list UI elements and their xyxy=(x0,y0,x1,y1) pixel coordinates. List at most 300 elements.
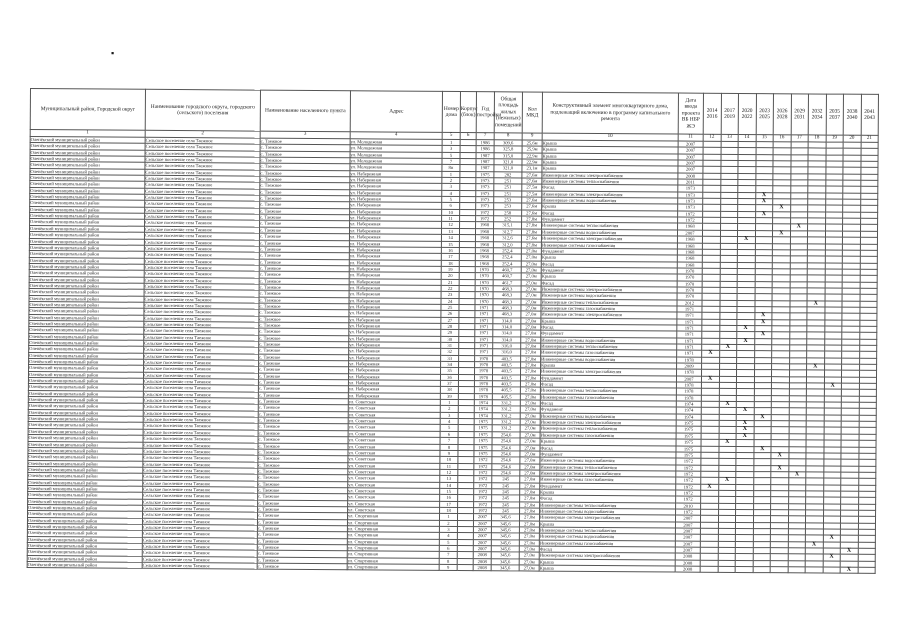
cell-locality: с. Таежное xyxy=(258,500,348,507)
cell-element: Инженерные системы газоснабжения xyxy=(539,540,675,547)
cell-settlement: Сельское поселение села Таежное xyxy=(145,213,260,220)
cell-address: ул. Спортивная xyxy=(347,538,439,545)
period-mark-cell: X xyxy=(753,446,771,452)
cell-settlement: Сельское поселение села Таежное xyxy=(144,328,259,335)
cell-house: 6 xyxy=(442,203,460,209)
cell-house: 30 xyxy=(441,336,459,342)
cell-house: 19 xyxy=(441,266,459,272)
cell-year: 1974 xyxy=(474,406,492,412)
cell-district: Оленёкский муниципальный район xyxy=(28,416,143,423)
cell-settlement: Сельское поселение села Таежное xyxy=(144,366,259,373)
cell-locality: с. Таежное xyxy=(258,386,348,393)
cell-date: 1971 xyxy=(677,350,702,357)
cell-locality: с. Таежное xyxy=(258,436,348,443)
cell-date: 1973 xyxy=(678,185,703,192)
cell-settlement: Сельское поселение села Таежное xyxy=(145,182,260,189)
cell-element: Инженерные системы газоснабжения xyxy=(541,305,677,312)
cell-kmkd: 27,0м xyxy=(520,463,540,469)
cell-settlement: Сельское поселение села Таежное xyxy=(143,429,258,436)
period-mark-cell: X xyxy=(807,364,825,370)
cell-district: Оленёкский муниципальный район xyxy=(29,333,144,340)
cell-locality: с. Таежное xyxy=(259,252,349,259)
cell-area: 245 xyxy=(492,508,520,515)
cell-kmkd: 27,0м xyxy=(521,362,541,368)
cell-element: Инженерные системы теплоснабжения xyxy=(542,178,678,185)
column-number: 8 xyxy=(494,133,522,140)
cell-kmkd: 27,0м xyxy=(521,318,541,324)
cell-date: 1972 xyxy=(678,217,703,224)
cell-address: ул. Набережная xyxy=(349,367,441,374)
cell-address: ул. Советская xyxy=(348,462,440,469)
cell-locality: с. Таежное xyxy=(260,221,350,228)
period-mark-cell: X xyxy=(737,237,755,243)
cell-area: 245 xyxy=(492,489,520,496)
cell-kmkd: 27,0м xyxy=(521,299,541,305)
cell-address: ул. Советская xyxy=(348,475,440,482)
cell-settlement: Сельское поселение села Таежное xyxy=(144,232,259,239)
cell-element: Фасад xyxy=(542,184,678,191)
cell-district: Оленёкский муниципальный район xyxy=(27,542,142,549)
period-mark-cell xyxy=(735,566,753,572)
cell-element: Инженерные системы электроснабжения xyxy=(542,191,678,198)
cell-address: ул. Набережная xyxy=(350,177,442,184)
cell-area: 331,2 xyxy=(492,400,520,407)
cell-district: Оленёкский муниципальный район xyxy=(30,168,145,175)
cell-locality: с. Таежное xyxy=(259,271,349,278)
column-header: 2035 2037 xyxy=(826,94,844,135)
cell-kmkd: 27,0м xyxy=(521,267,541,273)
cell-locality: с. Таежное xyxy=(260,163,350,170)
cell-settlement: Сельское поселение села Таежное xyxy=(144,296,259,303)
cell-kmkd: 27,0м xyxy=(520,502,540,508)
column-number: 1 xyxy=(30,130,145,138)
cell-settlement: Сельское поселение села Таежное xyxy=(144,290,259,297)
cell-kmkd: 27,0м xyxy=(520,400,540,406)
cell-locality: с. Таежное xyxy=(258,449,348,456)
period-mark-cell xyxy=(858,567,876,573)
cell-district: Оленёкский муниципальный район xyxy=(29,276,144,283)
cell-district: Оленёкский муниципальный район xyxy=(29,225,144,232)
period-mark-cell xyxy=(805,567,823,573)
cell-district: Оленёкский муниципальный район xyxy=(27,555,142,562)
cell-address: ул. Набережная xyxy=(349,316,441,323)
period-mark-cell: X xyxy=(788,472,806,478)
cell-district: Оленёкский муниципальный район xyxy=(28,371,143,378)
cell-house: 5 xyxy=(440,425,458,431)
cell-year: 2007 xyxy=(473,514,491,520)
cell-address: ул. Советская xyxy=(348,507,440,514)
cell-house: 8н xyxy=(442,165,460,171)
cell-house: 10 xyxy=(440,457,458,463)
cell-address: ул. Советская xyxy=(348,405,440,412)
period-mark-cell: X xyxy=(718,478,736,484)
cell-element: Инженерные системы водоснабжения xyxy=(540,457,676,464)
cell-area: 331,2 xyxy=(492,406,520,413)
cell-house: 3 xyxy=(442,146,460,152)
cell-settlement: Сельское поселение села Таежное xyxy=(145,175,260,182)
cell-address: ул. Спортивная xyxy=(347,545,439,552)
cell-settlement: Сельское поселение села Таежное xyxy=(143,397,258,404)
cell-locality: с. Таежное xyxy=(258,398,348,405)
cell-house: 39 xyxy=(440,393,458,399)
cell-address: ул. Набережная xyxy=(349,304,441,311)
cell-kmkd: 27,0м xyxy=(521,305,541,311)
cell-element: Фундамент xyxy=(540,407,676,414)
cell-address: ул. Набережная xyxy=(349,272,441,279)
cell-year: 2007 xyxy=(473,546,491,552)
cell-house: 5 xyxy=(439,539,457,545)
column-header: 2014 2016 xyxy=(703,93,721,134)
cell-date: 2008 xyxy=(675,560,700,567)
cell-district: Оленёкский муниципальный район xyxy=(28,435,143,442)
cell-locality: с. Таежное xyxy=(257,531,347,538)
cell-kmkd: 27,0м xyxy=(519,546,539,552)
cell-house: 34 xyxy=(441,361,459,367)
cell-address: ул. Советская xyxy=(348,456,440,463)
cell-house: 13 xyxy=(440,476,458,482)
cell-settlement: Сельское поселение села Таежное xyxy=(144,359,259,366)
cell-settlement: Сельское поселение села Таежное xyxy=(142,537,257,544)
cell-date: 1978 xyxy=(676,382,701,389)
cell-locality: с. Таежное xyxy=(258,373,348,380)
cell-element: Фасад xyxy=(542,210,678,217)
cell-house: 27 xyxy=(441,317,459,323)
cell-house: 17 xyxy=(440,501,458,507)
cell-house: 16 xyxy=(440,495,458,501)
cell-date: 2008 xyxy=(675,553,700,560)
cell-kmkd: 27,0м xyxy=(520,413,540,419)
cell-house: 28 xyxy=(441,323,459,329)
scan-mark: ▪ xyxy=(111,48,115,58)
cell-locality: с. Таежное xyxy=(259,354,349,361)
cell-area: 314,0 xyxy=(493,317,521,324)
column-number: 15 xyxy=(756,135,774,142)
cell-district: Оленёкский муниципальный район xyxy=(29,289,144,296)
cell-element: Инженерные системы теплоснабжения xyxy=(540,387,676,394)
cell-district: Оленёкский муниципальный район xyxy=(28,454,143,461)
cell-year: 1973 xyxy=(476,178,494,184)
cell-element: Крыша xyxy=(542,159,678,166)
cell-kmkd: 23,1м xyxy=(522,165,542,171)
cell-element: Крыша xyxy=(539,565,675,572)
cell-address: ул. Советская xyxy=(348,431,440,438)
cell-district: Оленёкский муниципальный район xyxy=(28,422,143,429)
cell-district: Оленёкский муниципальный район xyxy=(28,460,143,467)
cell-element: Фасад xyxy=(541,324,677,331)
cell-district: Оленёкский муниципальный район xyxy=(29,251,144,258)
cell-locality: с. Таежное xyxy=(260,183,350,190)
cell-year: 1972 xyxy=(474,489,492,495)
column-number: 12 xyxy=(703,134,721,141)
cell-area: 312,7 xyxy=(493,229,521,236)
cell-year: 1978 xyxy=(475,355,493,361)
cell-address: ул. Набережная xyxy=(348,392,440,399)
cell-date: 1972 xyxy=(676,484,701,491)
cell-element: Крыша xyxy=(539,559,675,566)
cell-house: 2 xyxy=(439,520,457,526)
cell-kmkd: 27,0м xyxy=(520,508,540,514)
cell-district: Оленёкский муниципальный район xyxy=(30,143,145,150)
cell-address: ул. Набережная xyxy=(348,380,440,387)
cell-address: ул. Набережная xyxy=(349,361,441,368)
cell-year: 1973 xyxy=(476,190,494,196)
cell-year: 1971 xyxy=(475,343,493,349)
cell-settlement: Сельское поселение села Таежное xyxy=(144,347,259,354)
cell-year: 1971 xyxy=(475,336,493,342)
cell-kmkd: 27,0м xyxy=(521,273,541,279)
cell-address: ул. Молодежная xyxy=(350,158,442,165)
cell-locality: с. Таежное xyxy=(260,144,350,151)
cell-area: 403,5 xyxy=(492,374,520,381)
cell-house: 36 xyxy=(440,374,458,380)
cell-date: 2007 xyxy=(677,230,702,237)
cell-district: Оленёкский муниципальный район xyxy=(27,523,142,530)
period-mark-cell: X xyxy=(840,548,858,554)
cell-year: 1971 xyxy=(475,311,493,317)
cell-house: 14 xyxy=(440,482,458,488)
cell-locality: с. Таежное xyxy=(259,360,349,367)
cell-area: 254,6 xyxy=(492,457,520,464)
cell-kmkd: 27,0м xyxy=(520,419,540,425)
cell-kmkd: 27,0м xyxy=(520,495,540,501)
cell-date: 1978 xyxy=(676,395,701,402)
cell-locality: с. Таежное xyxy=(259,290,349,297)
cell-date: 1970 xyxy=(677,274,702,281)
cell-settlement: Сельское поселение села Таежное xyxy=(144,271,259,278)
cell-settlement: Сельское поселение села Таежное xyxy=(143,454,258,461)
cell-settlement: Сельское поселение села Таежное xyxy=(144,283,259,290)
cell-area: 345,6 xyxy=(491,552,519,559)
cell-year: 1972 xyxy=(474,508,492,514)
cell-date: 1972 xyxy=(676,477,701,484)
cell-area: 254,6 xyxy=(492,432,520,439)
cell-date: 1968 xyxy=(677,236,702,243)
cell-address: ул. Набережная xyxy=(349,297,441,304)
cell-settlement: Сельское поселение села Таежное xyxy=(142,550,257,557)
cell-house: 6 xyxy=(439,545,457,551)
cell-area: 345,6 xyxy=(491,558,519,565)
cell-year: 2008 xyxy=(473,558,491,564)
table-body xyxy=(27,137,878,574)
cell-kmkd: 27,0м xyxy=(520,432,540,438)
cell-year: 1971 xyxy=(475,317,493,323)
cell-area: 252,4 xyxy=(493,260,521,267)
period-mark-cell: X xyxy=(754,319,772,325)
period-mark-cell: X xyxy=(755,199,773,205)
column-number: 16 xyxy=(773,135,791,142)
cell-settlement: Сельское поселение села Таежное xyxy=(144,321,259,328)
cell-house: 6 xyxy=(440,431,458,437)
cell-settlement: Сельское поселение села Таежное xyxy=(142,543,257,550)
cell-settlement: Сельское поселение села Таежное xyxy=(143,410,258,417)
cell-settlement: Сельское поселение села Таежное xyxy=(144,277,259,284)
cell-settlement: Сельское поселение села Таежное xyxy=(144,239,259,246)
cell-house: 32 xyxy=(441,349,459,355)
cell-date: 1978 xyxy=(676,388,701,395)
cell-year: 1972 xyxy=(474,495,492,501)
cell-year: 1978 xyxy=(474,374,492,380)
cell-district: Оленёкский муниципальный район xyxy=(28,466,143,473)
cell-district: Оленёкский муниципальный район xyxy=(28,378,143,385)
cell-house: 11 xyxy=(440,463,458,469)
cell-date: 2012 xyxy=(677,300,702,307)
cell-area: 331,2 xyxy=(492,425,520,432)
cell-date: 1974 xyxy=(676,414,701,421)
cell-area: 405,5 xyxy=(492,387,520,394)
cell-kmkd: 27,8м xyxy=(522,222,542,228)
cell-area: 345,6 xyxy=(491,546,519,553)
cell-locality: с. Таежное xyxy=(260,214,350,221)
cell-locality: с. Таежное xyxy=(260,189,350,196)
cell-district: Оленёкский муниципальный район xyxy=(28,511,143,518)
cell-house: 5 xyxy=(442,196,460,202)
cell-area: 331,2 xyxy=(492,413,520,420)
cell-year: 1987 xyxy=(476,159,494,165)
cell-locality: с. Таежное xyxy=(257,519,347,526)
cell-house: 3 xyxy=(442,184,460,190)
column-number: 10 xyxy=(542,133,678,141)
cell-district: Оленёкский муниципальный район xyxy=(30,200,145,207)
cell-address: ул. Набережная xyxy=(349,259,441,266)
cell-locality: с. Таежное xyxy=(259,246,349,253)
cell-year: 2007 xyxy=(473,539,491,545)
cell-settlement: Сельское поселение села Таежное xyxy=(145,169,260,176)
cell-district: Оленёкский муниципальный район xyxy=(29,365,144,372)
cell-settlement: Сельское поселение села Таежное xyxy=(145,150,260,157)
cell-settlement: Сельское поселение села Таежное xyxy=(142,556,257,563)
cell-date: 1972 xyxy=(676,458,701,465)
period-mark-cell: X xyxy=(754,332,772,338)
cell-district: Оленёкский муниципальный район xyxy=(30,149,145,156)
cell-settlement: Сельское поселение села Таежное xyxy=(144,315,259,322)
cell-address: ул. Спортивная xyxy=(347,526,439,533)
period-mark-cell: X xyxy=(772,230,790,236)
cell-settlement: Сельское поселение села Таежное xyxy=(143,486,258,493)
cell-element: Инженерные системы газоснабжения xyxy=(540,476,676,483)
cell-element: Инженерные системы электроснабжения xyxy=(540,470,676,477)
cell-settlement: Сельское поселение села Таежное xyxy=(143,512,258,519)
cell-address: ул. Набережная xyxy=(349,291,441,298)
cell-kmkd: 27,0м xyxy=(520,489,540,495)
cell-district: Оленёкский муниципальный район xyxy=(27,517,142,524)
cell-settlement: Сельское поселение села Таежное xyxy=(143,416,258,423)
cell-year: 1972 xyxy=(476,209,494,215)
cell-address: ул. Набережная xyxy=(349,285,441,292)
period-mark-cell: X xyxy=(771,453,789,459)
cell-date: 1978 xyxy=(677,369,702,376)
cell-year: 1968 xyxy=(476,222,494,228)
cell-date: 1972 xyxy=(676,496,701,503)
cell-district: Оленёкский муниципальный район xyxy=(28,473,143,480)
cell-kmkd: 27,0м xyxy=(521,343,541,349)
cell-year: 1973 xyxy=(476,203,494,209)
column-header: Номер дома xyxy=(442,91,460,132)
column-number: 4 xyxy=(350,132,442,140)
cell-house: 1 xyxy=(442,139,460,145)
cell-locality: с. Таежное xyxy=(260,202,350,209)
cell-area: 316,0 xyxy=(493,343,521,350)
cell-kmkd: 27,0м xyxy=(520,425,540,431)
cell-kmkd: 27,6м xyxy=(521,235,541,241)
cell-year: 1971 xyxy=(475,305,493,311)
cell-date: 1971 xyxy=(677,319,702,326)
cell-settlement: Сельское поселение села Таежное xyxy=(144,302,259,309)
cell-settlement: Сельское поселение села Таежное xyxy=(145,156,260,163)
cell-kmkd: 27,0м xyxy=(521,337,541,343)
cell-house: 31 xyxy=(441,342,459,348)
cell-date: 1970 xyxy=(677,268,702,275)
cell-locality: с. Таежное xyxy=(258,493,348,500)
cell-area: 251 xyxy=(494,184,522,191)
period-mark-cell: X xyxy=(701,376,719,382)
cell-kmkd: 27,6м xyxy=(522,203,542,209)
cell-settlement: Сельское поселение села Таежное xyxy=(144,258,259,265)
cell-district: Оленёкский муниципальный район xyxy=(29,314,144,321)
cell-locality: с. Таежное xyxy=(258,430,348,437)
cell-locality: с. Таежное xyxy=(258,481,348,488)
cell-kmkd: 27,0м xyxy=(520,438,540,444)
cell-year: 1974 xyxy=(474,412,492,418)
cell-year: 1975 xyxy=(474,444,492,450)
cell-locality: с. Таежное xyxy=(260,151,350,158)
cell-date: 2007 xyxy=(675,547,700,554)
cell-year: 1978 xyxy=(474,387,492,393)
column-header: 2020 2022 xyxy=(738,93,756,134)
cell-date: 2007 xyxy=(678,154,703,161)
cell-element: Фасад xyxy=(540,445,676,452)
cell-address: ул. Набережная xyxy=(349,329,441,336)
cell-address: ул. Набережная xyxy=(350,183,442,190)
cell-locality: с. Таежное xyxy=(257,512,347,519)
cell-kmkd: 27,0м xyxy=(520,457,540,463)
cell-house: 29 xyxy=(441,330,459,336)
cell-locality: с. Таежное xyxy=(259,322,349,329)
cell-element: Фасад xyxy=(539,546,675,553)
cell-house: 3 xyxy=(439,526,457,532)
cell-address: ул. Советская xyxy=(348,418,440,425)
period-mark-cell: X xyxy=(719,401,737,407)
cell-house: 20 xyxy=(441,273,459,279)
cell-house: 12 xyxy=(442,222,460,228)
cell-area: 403,5 xyxy=(492,381,520,388)
cell-address: ул. Советская xyxy=(348,488,440,495)
cell-year: 1975 xyxy=(474,450,492,456)
cell-year: 1978 xyxy=(474,381,492,387)
cell-year: 1968 xyxy=(475,260,493,266)
cell-locality: с. Таежное xyxy=(258,468,348,475)
cell-settlement: Сельское поселение села Таежное xyxy=(143,461,258,468)
column-number: 11 xyxy=(678,134,703,141)
cell-kmkd: 27,8м xyxy=(521,241,541,247)
cell-kmkd: 22,9м xyxy=(522,159,542,165)
column-header: 2029 2031 xyxy=(791,94,809,135)
cell-locality: с. Таежное xyxy=(257,538,347,545)
cell-area: 245 xyxy=(492,482,520,489)
cell-kmkd: 27,0м xyxy=(521,248,541,254)
cell-locality: с. Таежное xyxy=(257,525,347,532)
cell-address: ул. Набережная xyxy=(349,323,441,330)
cell-district: Оленёкский муниципальный район xyxy=(28,390,143,397)
cell-address: ул. Набережная xyxy=(349,234,441,241)
period-mark-cell: X xyxy=(823,554,841,560)
cell-date: 2007 xyxy=(678,160,703,167)
cell-date: 1968 xyxy=(677,249,702,256)
cell-settlement: Сельское поселение села Таежное xyxy=(145,201,260,208)
cell-element: Инженерные системы теплоснабжения xyxy=(540,426,676,433)
cell-locality: с. Таежное xyxy=(259,347,349,354)
cell-address: ул. Молодежная xyxy=(350,139,442,146)
cell-address: ул. Советская xyxy=(348,437,440,444)
